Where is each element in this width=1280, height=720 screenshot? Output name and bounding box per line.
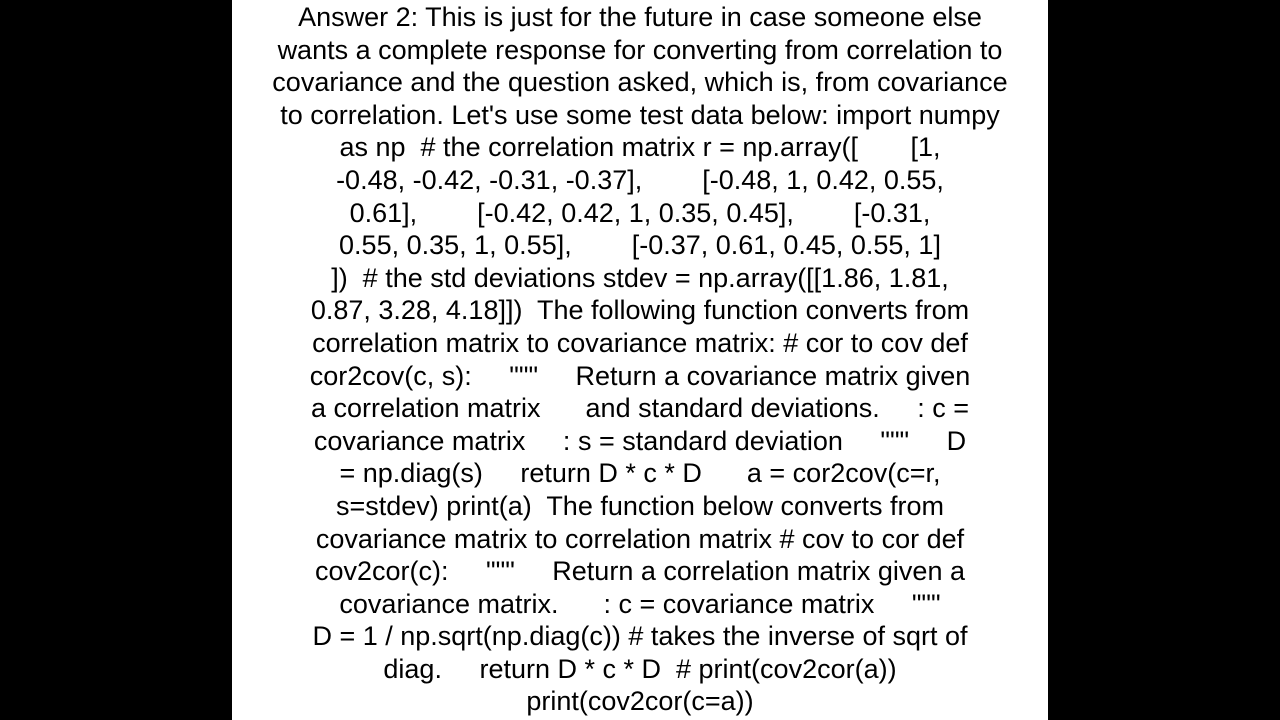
answer-line: covariance matrix. : c = covariance matrix """ xyxy=(339,588,941,619)
answer-line: covariance and the question asked, which is, from covariance xyxy=(272,67,1008,98)
answer-line: correlation matrix to covariance matrix: # cor to cov def xyxy=(312,327,968,358)
answer-line: cor2cov(c, s): """ Return a covariance matrix given xyxy=(309,360,971,391)
answer-text xyxy=(232,0,1048,718)
answer-line: -0.48, -0.42, -0.31, -0.37], [-0.48, 1, 0.42, 0.55, xyxy=(336,164,944,195)
answer-line: as np # the correlation matrix r = np.array([ [1, xyxy=(339,132,941,163)
answer-line: s=stdev) print(a) The function below converts from xyxy=(335,490,944,521)
answer-line: 0.87, 3.28, 4.18]]) The following function converts from xyxy=(310,295,970,326)
answer-line: diag. return D * c * D # print(cov2cor(a)) xyxy=(383,653,897,684)
answer-line: 0.55, 0.35, 1, 0.55], [-0.37, 0.61, 0.45, 0.55, 1] xyxy=(339,230,941,261)
answer-line: D = 1 / np.sqrt(np.diag(c)) # takes the inverse of sqrt of xyxy=(312,621,968,652)
answer-line: = np.diag(s) return D * c * D a = cor2cov(c=r, xyxy=(339,458,941,489)
answer-line: print(cov2cor(c=a)) xyxy=(526,686,754,717)
answer-line: covariance matrix : s = standard deviation """ D xyxy=(313,425,967,456)
answer-line: cov2cor(c): """ Return a correlation matrix given a xyxy=(315,556,965,587)
answer-line: a correlation matrix and standard deviations. : c = xyxy=(310,393,970,424)
answer-line: covariance matrix to correlation matrix # cov to cor def xyxy=(315,523,965,554)
answer-line: to correlation. Let's use some test data below: import numpy xyxy=(280,99,1000,130)
answer-panel xyxy=(232,0,1048,720)
answer-line: wants a complete response for converting from correlation to xyxy=(277,34,1003,65)
answer-line: ]) # the std deviations stdev = np.array([[1.86, 1.81, xyxy=(331,262,949,293)
answer-line: 0.61], [-0.42, 0.42, 1, 0.35, 0.45], [-0.31, xyxy=(349,197,931,228)
answer-line: Answer 2: This is just for the future in case someone else xyxy=(298,2,982,32)
